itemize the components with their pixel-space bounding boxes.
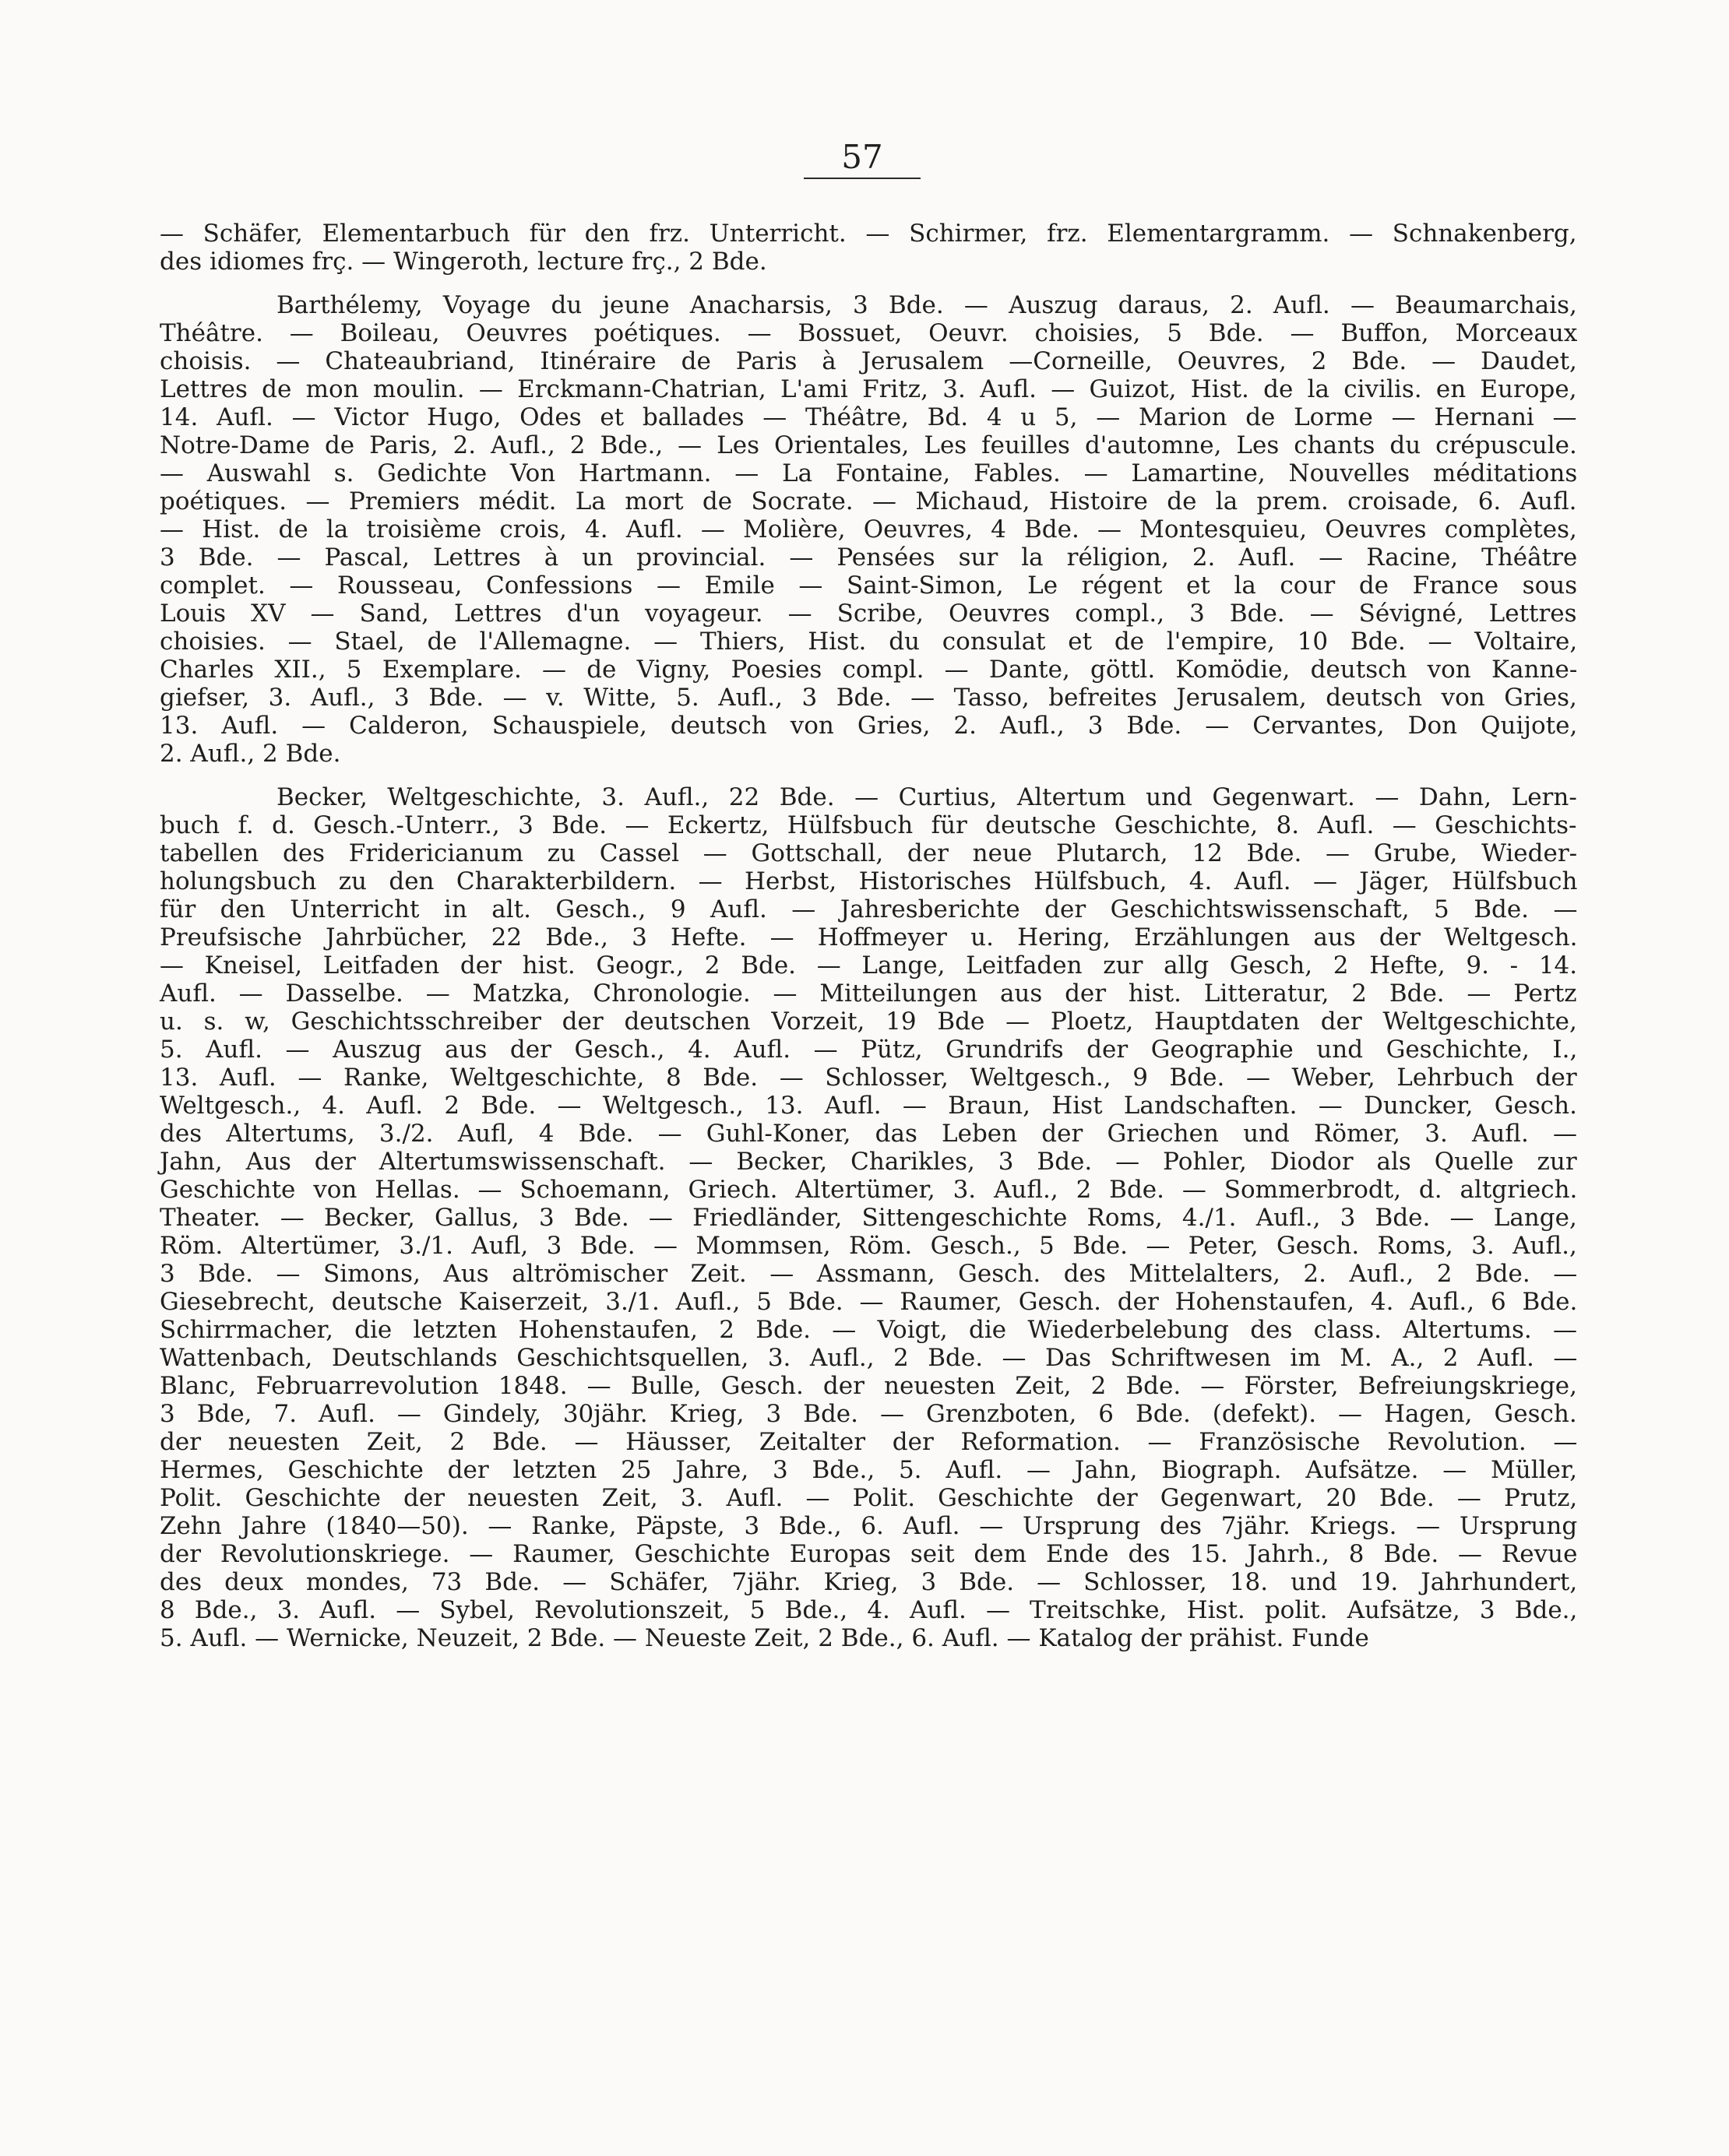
text-line: Wattenbach, Deutschlands Geschichtsquellen, 3. Aufl., 2 Bde. — Das Schriftwesen im M. A., 2 Aufl. — [160, 1344, 1578, 1372]
text-line: Weltgesch., 4. Aufl. 2 Bde. — Weltgesch., 13. Aufl. — Braun, Hist Landschaften. — Duncker, Gesch. [160, 1092, 1577, 1120]
text-line: complet. — Rousseau, Confessions — Emile — Saint-Simon, Le régent et la cour de France sous [160, 572, 1578, 600]
text-line: — Kneisel, Leitfaden der hist. Geogr., 2 Bde. — Lange, Leitfaden zur allg Gesch, 2 Hefte, 9. - 14. [160, 951, 1578, 980]
text-line: des Altertums, 3./2. Aufl, 4 Bde. — Guhl-Koner, das Leben der Griechen und Römer, 3. Aufl. — [160, 1120, 1578, 1148]
text-line: Barthélemy, Voyage du jeune Anacharsis, 3 Bde. — Auszug daraus, 2. Aufl. — Beaumarchais, [276, 291, 1577, 319]
text-line: Theater. — Becker, Gallus, 3 Bde. — Friedländer, Sittengeschichte Roms, 4./1. Aufl., 3 Bde. — Lange, [160, 1204, 1577, 1232]
text-line: 13. Aufl. — Calderon, Schauspiele, deutsch von Gries, 2. Aufl., 3 Bde. — Cervantes, Don Quijote, [160, 712, 1578, 740]
text-line: Geschichte von Hellas. — Schoemann, Griech. Altertümer, 3. Aufl., 2 Bde. — Sommerbrodt, d. altgriech. [160, 1176, 1578, 1204]
text-line: Blanc, Februarrevolution 1848. — Bulle, Gesch. der neuesten Zeit, 2 Bde. — Förster, Befreiungskriege, [160, 1372, 1578, 1400]
text-line: Lettres de mon moulin. — Erckmann-Chatrian, L'ami Fritz, 3. Aufl. — Guizot, Hist. de la civilis. en Europe, [160, 375, 1577, 403]
text-line: 8 Bde., 3. Aufl. — Sybel, Revolutionszeit, 5 Bde., 4. Aufl. — Treitschke, Hist. polit. Aufsätze, 3 Bde., [160, 1596, 1578, 1624]
text-line: poétiques. — Premiers médit. La mort de Socrate. — Michaud, Histoire de la prem. croisade, 6. Aufl. [160, 487, 1577, 515]
text-line: Jahn, Aus der Altertumswissenschaft. — Becker, Charikles, 3 Bde. — Pohler, Diodor als Quelle zur [160, 1148, 1577, 1176]
text-line: Polit. Geschichte der neuesten Zeit, 3. Aufl. — Polit. Geschichte der Gegenwart, 20 Bde. — Prutz, [160, 1484, 1578, 1512]
text-line: Giesebrecht, deutsche Kaiserzeit, 3./1. Aufl., 5 Bde. — Raumer, Gesch. der Hohenstaufen, 4. Aufl., 6 Bde. [160, 1288, 1578, 1316]
text-line: für den Unterricht in alt. Gesch., 9 Aufl. — Jahresberichte der Geschichtswissenschaft, 5 Bde. — [160, 895, 1578, 923]
text-line: 2. Aufl., 2 Bde. [160, 740, 341, 768]
text-line: 13. Aufl. — Ranke, Weltgeschichte, 8 Bde. — Schlosser, Weltgesch., 9 Bde. — Weber, Lehrbuch der [160, 1064, 1577, 1092]
paragraph-history [160, 783, 1577, 1652]
text-line: Röm. Altertümer, 3./1. Aufl, 3 Bde. — Mommsen, Röm. Gesch., 5 Bde. — Peter, Gesch. Roms, 3. Aufl., [160, 1232, 1577, 1260]
paragraph-french-grammar [160, 220, 1577, 276]
text-line: 3 Bde, 7. Aufl. — Gindely, 30jähr. Krieg, 3 Bde. — Grenzboten, 6 Bde. (defekt). — Hagen, Gesch. [160, 1400, 1577, 1428]
text-line: choisies. — Stael, de l'Allemagne. — Thiers, Hist. du consulat et de l'empire, 10 Bde. — Voltaire, [160, 628, 1578, 656]
text-line: Aufl. — Dasselbe. — Matzka, Chronologie. — Mitteilungen aus der hist. Litteratur, 2 Bde. — Pertz [160, 980, 1577, 1008]
text-line: Théâtre. — Boileau, Oeuvres poétiques. — Bossuet, Oeuvr. choisies, 5 Bde. — Buffon, Morceaux [160, 319, 1578, 347]
text-line: der neuesten Zeit, 2 Bde. — Häusser, Zeitalter der Reformation. — Französische Revolution. — [160, 1428, 1578, 1456]
text-line: Charles XII., 5 Exemplare. — de Vigny, Poesies compl. — Dante, göttl. Komödie, deutsch von Kanne- [160, 656, 1578, 684]
text-line: u. s. w, Geschichtsschreiber der deutschen Vorzeit, 19 Bde — Ploetz, Hauptdaten der Weltgeschichte, [160, 1008, 1577, 1036]
page-number-rule [804, 178, 921, 179]
text-line: 3 Bde. — Pascal, Lettres à un provincial. — Pensées sur la réligion, 2. Aufl. — Racine, Théâtre [160, 543, 1578, 572]
text-line: tabellen des Fridericianum zu Cassel — Gottschall, der neue Plutarch, 12 Bde. — Grube, Wieder- [160, 839, 1578, 867]
paragraph-gap [160, 276, 1577, 291]
text-line: choisis. — Chateaubriand, Itinéraire de Paris à Jerusalem —Corneille, Oeuvres, 2 Bde. — Daudet, [160, 347, 1577, 375]
text-line: Schirrmacher, die letzten Hohenstaufen, 2 Bde. — Voigt, die Wiederbelebung des class. Altertums. — [160, 1316, 1578, 1344]
text-line: giefser, 3. Aufl., 3 Bde. — v. Witte, 5. Aufl., 3 Bde. — Tasso, befreites Jerusalem, deutsch von Gries, [160, 684, 1577, 712]
text-line: 5. Aufl. — Wernicke, Neuzeit, 2 Bde. — Neueste Zeit, 2 Bde., 6. Aufl. — Katalog der prähist. Funde [160, 1624, 1369, 1652]
text-line: 5. Aufl. — Auszug aus der Gesch., 4. Aufl. — Pütz, Grundrifs der Geographie und Geschichte, I., [160, 1036, 1578, 1064]
text-line: Preufsische Jahrbücher, 22 Bde., 3 Hefte. — Hoffmeyer u. Hering, Erzählungen aus der Weltgesch. [160, 923, 1578, 951]
text-line: buch f. d. Gesch.-Unterr., 3 Bde. — Eckertz, Hülfsbuch für deutsche Geschichte, 8. Aufl. — Geschichts- [160, 811, 1577, 839]
text-line: des idiomes frç. — Wingeroth, lecture frç., 2 Bde. [160, 248, 767, 276]
text-line: — Hist. de la troisième crois, 4. Aufl. — Molière, Oeuvres, 4 Bde. — Montesquieu, Oeuvres complètes, [160, 515, 1577, 543]
text-line: — Auswahl s. Gedichte Von Hartmann. — La Fontaine, Fables. — Lamartine, Nouvelles méditations [160, 459, 1578, 487]
text-line: Louis XV — Sand, Lettres d'un voyageur. — Scribe, Oeuvres compl., 3 Bde. — Sévigné, Lettres [160, 600, 1577, 628]
text-line: holungsbuch zu den Charakterbildern. — Herbst, Historisches Hülfsbuch, 4. Aufl. — Jäger, Hülfsbuch [160, 867, 1578, 895]
paragraph-gap [160, 768, 1577, 783]
text-line: Notre-Dame de Paris, 2. Aufl., 2 Bde., — Les Orientales, Les feuilles d'automne, Les chants du crépuscule. [160, 431, 1577, 459]
paragraph-french-literature [160, 291, 1577, 768]
text-line: der Revolutionskriege. — Raumer, Geschichte Europas seit dem Ende des 15. Jahrh., 8 Bde. — Revue [160, 1540, 1578, 1568]
text-line: Zehn Jahre (1840—50). — Ranke, Päpste, 3 Bde., 6. Aufl. — Ursprung des 7jähr. Kriegs. — Ursprung [160, 1512, 1578, 1540]
catalog-text [160, 220, 1577, 1652]
page-number: 57 [841, 138, 883, 176]
text-line: 3 Bde. — Simons, Aus altrömischer Zeit. — Assmann, Gesch. des Mittelalters, 2. Aufl., 2 Bde. — [160, 1260, 1578, 1288]
text-line: — Schäfer, Elementarbuch für den frz. Unterricht. — Schirmer, frz. Elementargramm. — Schnakenberg, [160, 220, 1577, 248]
text-line: 14. Aufl. — Victor Hugo, Odes et ballades — Théâtre, Bd. 4 u 5, — Marion de Lorme — Hernani — [160, 403, 1577, 431]
text-line: Becker, Weltgeschichte, 3. Aufl., 22 Bde. — Curtius, Altertum und Gegenwart. — Dahn, Lern- [276, 783, 1577, 811]
text-line: Hermes, Geschichte der letzten 25 Jahre, 3 Bde., 5. Aufl. — Jahn, Biograph. Aufsätze. — Müller, [160, 1456, 1578, 1484]
text-line: des deux mondes, 73 Bde. — Schäfer, 7jähr. Krieg, 3 Bde. — Schlosser, 18. und 19. Jahrhundert, [160, 1568, 1578, 1596]
